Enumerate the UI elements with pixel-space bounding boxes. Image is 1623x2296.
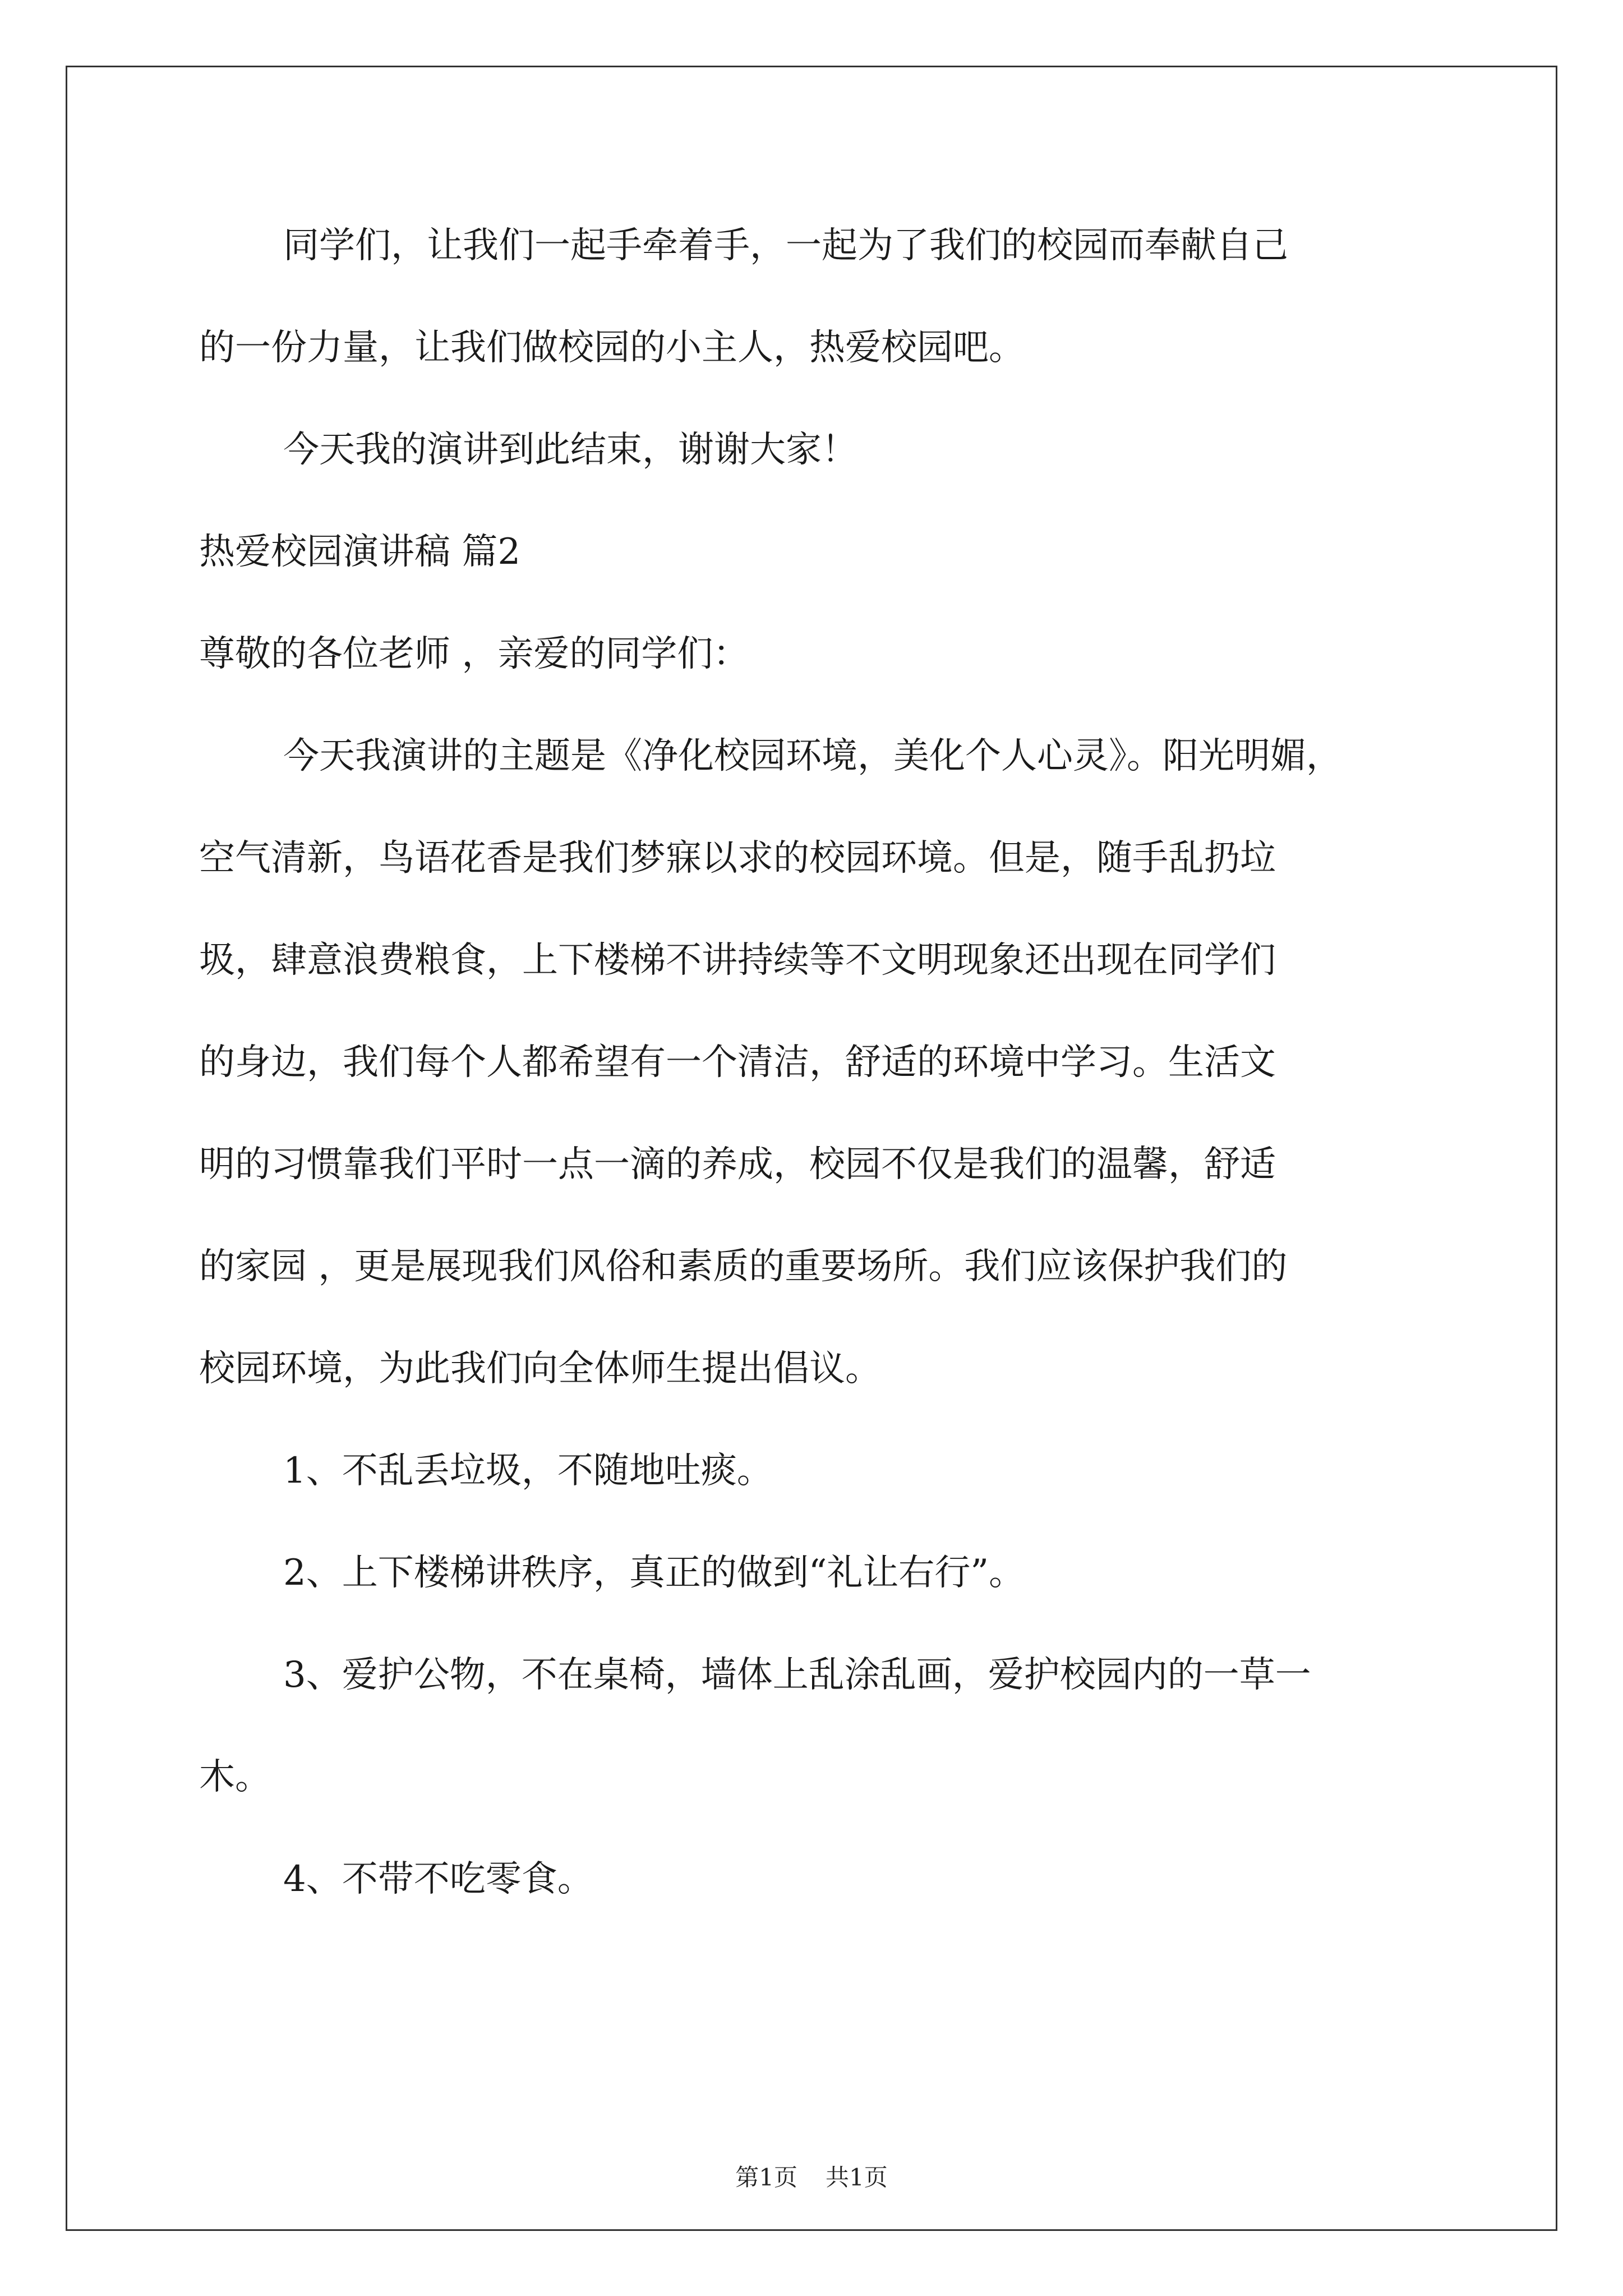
list-item: 4、不带不吃零食。 bbox=[283, 1858, 593, 1900]
list-item: 2、上下楼梯讲秩序，真正的做到“礼让右行”。 bbox=[283, 1552, 1025, 1594]
page-number: 第1页 bbox=[735, 2164, 797, 2191]
list-item: 1、不乱丢垃圾，不随地吐痰。 bbox=[283, 1450, 773, 1492]
list-item: 3、爱护公物，不在桌椅，墙体上乱涂乱画，爱护校园内的一草一 bbox=[283, 1654, 1311, 1696]
paragraph-line: 明的习惯靠我们平时一点一滴的养成，校园不仅是我们的温馨，舒适 bbox=[199, 1144, 1276, 1185]
paragraph-line: 校园环境，为此我们向全体师生提出倡议。 bbox=[199, 1348, 881, 1389]
salutation-line: 尊敬的各位老师 ，亲爱的同学们： bbox=[199, 633, 749, 675]
paragraph-line: 的家园 ，更是展现我们风俗和素质的重要场所。我们应该保护我们的 bbox=[199, 1246, 1288, 1287]
paragraph-line: 的身边，我们每个人都希望有一个清洁，舒适的环境中学习。生活文 bbox=[199, 1042, 1276, 1083]
paragraph-line: 圾，肆意浪费粮食，上下楼梯不讲持续等不文明现象还出现在同学们 bbox=[199, 940, 1276, 981]
paragraph-line: 空气清新，鸟语花香是我们梦寐以求的校园环境。但是，随手乱扔垃 bbox=[199, 838, 1276, 879]
total-pages: 共1页 bbox=[826, 2164, 888, 2191]
section-heading: 热爱校园演讲稿 篇2 bbox=[199, 531, 521, 573]
list-item-continuation: 木。 bbox=[199, 1756, 271, 1798]
page-footer bbox=[0, 2161, 1623, 2194]
paragraph-line: 的一份力量，让我们做校园的小主人，热爱校园吧。 bbox=[199, 327, 1025, 369]
paragraph-line: 今天我演讲的主题是《净化校园环境，美化个人心灵》。阳光明媚， bbox=[283, 735, 1342, 777]
paragraph-line: 同学们，让我们一起手牵着手，一起为了我们的校园而奉献自己 bbox=[283, 225, 1288, 266]
paragraph-line: 今天我的演讲到此结束，谢谢大家！ bbox=[283, 429, 857, 471]
